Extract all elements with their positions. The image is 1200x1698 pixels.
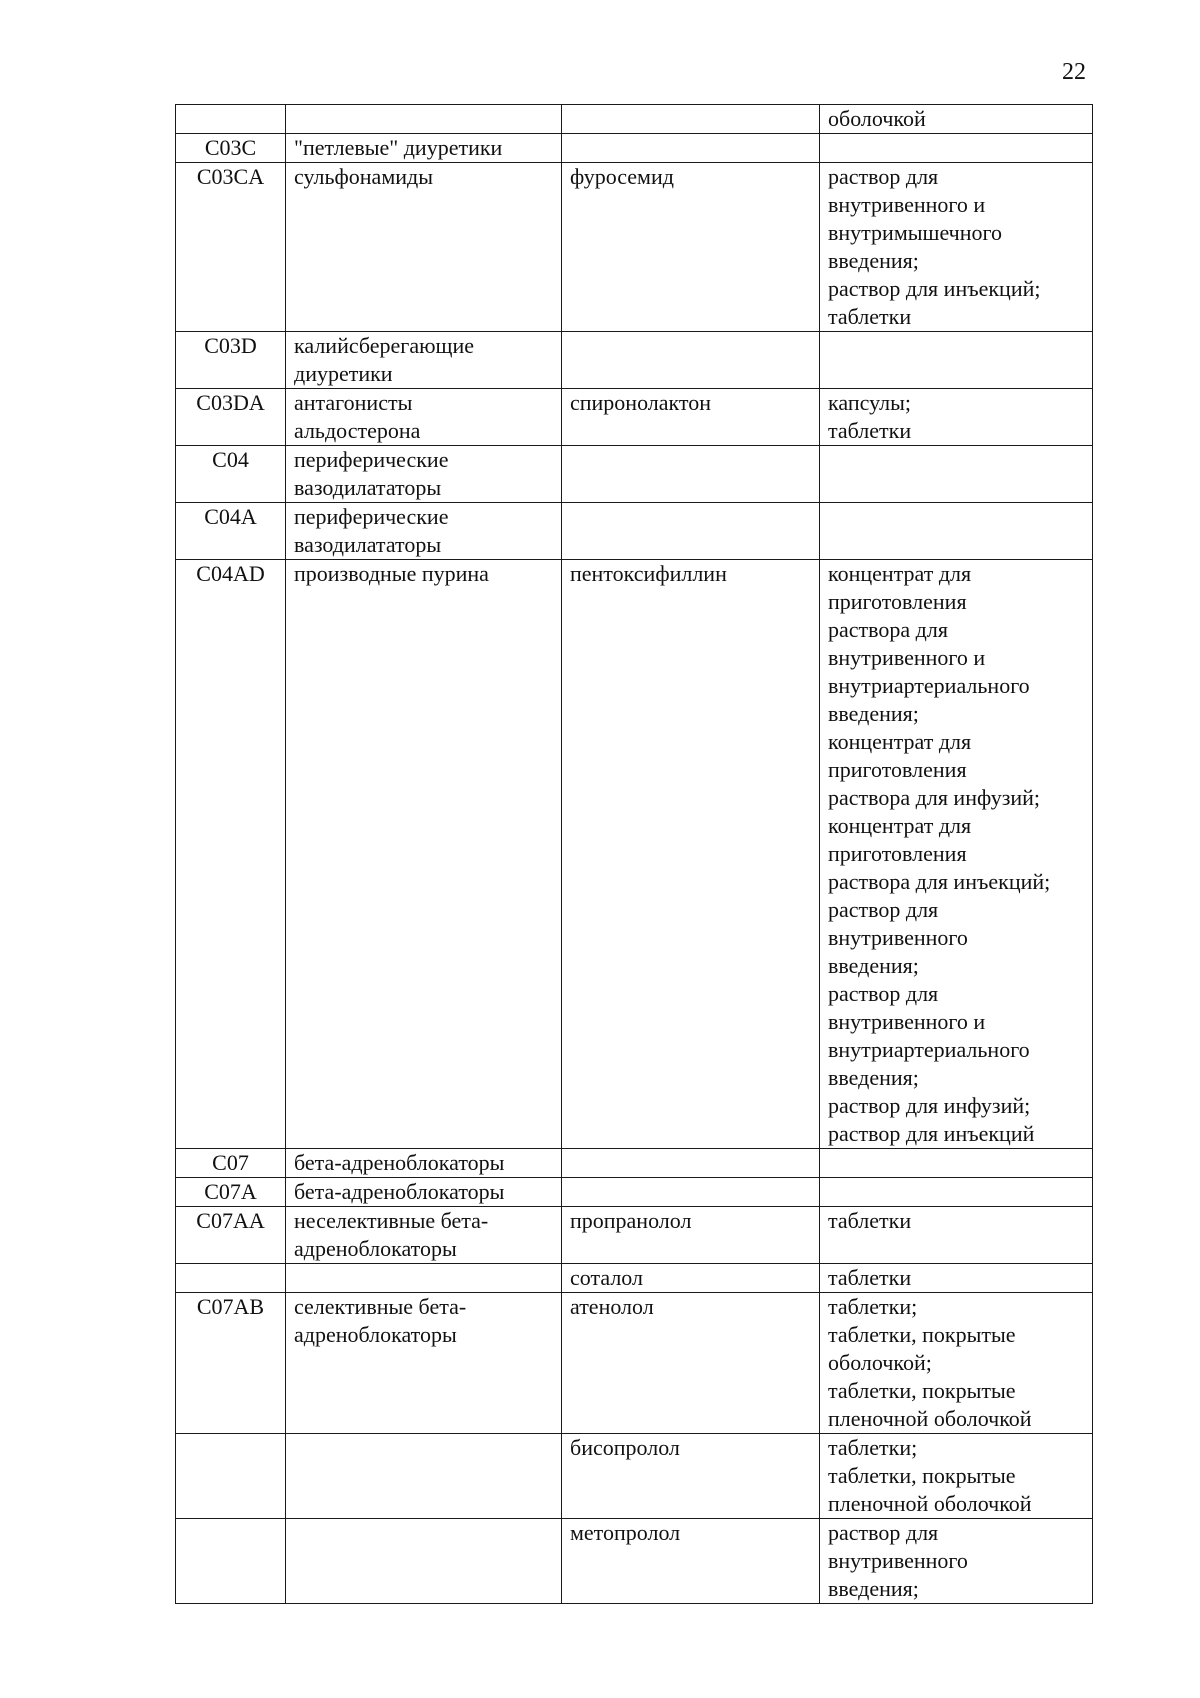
drug-table-body bbox=[176, 105, 1093, 1604]
anatomical-group-cell bbox=[286, 105, 562, 134]
anatomical-group-cell bbox=[286, 1178, 562, 1207]
cell-text-line: внутриартериального bbox=[828, 673, 1030, 698]
cell-text-line: раствор для инъекций; bbox=[828, 276, 1041, 301]
anatomical-group-cell bbox=[286, 134, 562, 163]
atc-code-cell bbox=[176, 163, 286, 332]
cell-text-line: введения; bbox=[828, 248, 919, 273]
atc-code-cell bbox=[176, 1264, 286, 1293]
cell-text-line: раствора для bbox=[828, 617, 948, 642]
anatomical-group-cell bbox=[286, 1207, 562, 1264]
dosage-form-cell bbox=[820, 1293, 1093, 1434]
cell-text-line: таблетки; bbox=[828, 1294, 918, 1319]
dosage-form-cell bbox=[820, 332, 1093, 389]
atc-code-cell bbox=[176, 332, 286, 389]
drug-name-cell bbox=[562, 134, 820, 163]
table-row bbox=[176, 446, 1093, 503]
cell-text-line: пленочной оболочкой bbox=[828, 1491, 1032, 1516]
cell-text-line: раствор для bbox=[828, 164, 939, 189]
atc-code-cell bbox=[176, 389, 286, 446]
atc-code-cell bbox=[176, 560, 286, 1149]
cell-text-line: таблетки, покрытые bbox=[828, 1378, 1016, 1403]
dosage-form-cell bbox=[820, 1434, 1093, 1519]
cell-text-line: таблетки, покрытые bbox=[828, 1463, 1016, 1488]
dosage-form-cell bbox=[820, 1149, 1093, 1178]
cell-text-line: бисопролол bbox=[570, 1435, 680, 1460]
table-row bbox=[176, 1264, 1093, 1293]
anatomical-group-cell bbox=[286, 1293, 562, 1434]
drug-name-cell bbox=[562, 1434, 820, 1519]
cell-text-line: оболочкой bbox=[828, 106, 926, 131]
cell-text-line: соталол bbox=[570, 1265, 643, 1290]
drug-name-cell bbox=[562, 503, 820, 560]
anatomical-group-cell bbox=[286, 1434, 562, 1519]
cell-text-line: раствор для инъекций bbox=[828, 1121, 1035, 1146]
cell-text-line: раствора для инъекций; bbox=[828, 869, 1051, 894]
cell-text-line: пленочной оболочкой bbox=[828, 1406, 1032, 1431]
drug-name-cell bbox=[562, 389, 820, 446]
drug-name-cell bbox=[562, 105, 820, 134]
cell-text-line: введения; bbox=[828, 701, 919, 726]
cell-text-line: C07A bbox=[204, 1179, 257, 1204]
atc-code-cell bbox=[176, 1178, 286, 1207]
dosage-form-cell bbox=[820, 1264, 1093, 1293]
table-row bbox=[176, 1178, 1093, 1207]
cell-text-line: концентрат для bbox=[828, 561, 972, 586]
cell-text-line: сульфонамиды bbox=[294, 164, 433, 189]
cell-text-line: раствор для bbox=[828, 1520, 939, 1545]
cell-text-line: фуросемид bbox=[570, 164, 674, 189]
drug-name-cell bbox=[562, 1149, 820, 1178]
drug-name-cell bbox=[562, 1207, 820, 1264]
cell-text-line: приготовления bbox=[828, 757, 967, 782]
atc-code-cell bbox=[176, 1207, 286, 1264]
table-row bbox=[176, 1519, 1093, 1604]
atc-code-cell bbox=[176, 1519, 286, 1604]
cell-text-line: C03D bbox=[204, 333, 257, 358]
anatomical-group-cell bbox=[286, 163, 562, 332]
cell-text-line: таблетки, покрытые bbox=[828, 1322, 1016, 1347]
cell-text-line: таблетки bbox=[828, 304, 912, 329]
anatomical-group-cell bbox=[286, 1149, 562, 1178]
cell-text-line: селективные бета- bbox=[294, 1294, 467, 1319]
cell-text-line: приготовления bbox=[828, 841, 967, 866]
cell-text-line: атенолол bbox=[570, 1294, 654, 1319]
atc-code-cell bbox=[176, 105, 286, 134]
drug-name-cell bbox=[562, 446, 820, 503]
cell-text-line: C07 bbox=[212, 1150, 249, 1175]
cell-text-line: введения; bbox=[828, 1065, 919, 1090]
table-row bbox=[176, 134, 1093, 163]
drug-name-cell bbox=[562, 560, 820, 1149]
table-row bbox=[176, 332, 1093, 389]
cell-text-line: "петлевые" диуретики bbox=[294, 135, 503, 160]
cell-text-line: оболочкой; bbox=[828, 1350, 932, 1375]
cell-text-line: антагонисты bbox=[294, 390, 413, 415]
table-row bbox=[176, 105, 1093, 134]
dosage-form-cell bbox=[820, 560, 1093, 1149]
cell-text-line: C07AA bbox=[196, 1208, 265, 1233]
table-row bbox=[176, 1293, 1093, 1434]
cell-text-line: C07AB bbox=[196, 1294, 265, 1319]
cell-text-line: внутривенного и bbox=[828, 1009, 986, 1034]
dosage-form-cell bbox=[820, 163, 1093, 332]
atc-code-cell bbox=[176, 1149, 286, 1178]
cell-text-line: альдостерона bbox=[294, 418, 421, 443]
cell-text-line: таблетки; bbox=[828, 1435, 918, 1460]
cell-text-line: пропранолол bbox=[570, 1208, 692, 1233]
table-row bbox=[176, 1149, 1093, 1178]
cell-text-line: внутриартериального bbox=[828, 1037, 1030, 1062]
table-row bbox=[176, 163, 1093, 332]
cell-text-line: таблетки bbox=[828, 1265, 912, 1290]
dosage-form-cell bbox=[820, 105, 1093, 134]
cell-text-line: производные пурина bbox=[294, 561, 489, 586]
drug-name-cell bbox=[562, 1293, 820, 1434]
table-row bbox=[176, 389, 1093, 446]
cell-text-line: C03DA bbox=[196, 390, 265, 415]
atc-code-cell bbox=[176, 446, 286, 503]
cell-text-line: неселективные бета- bbox=[294, 1208, 489, 1233]
cell-text-line: раствор для инфузий; bbox=[828, 1093, 1031, 1118]
cell-text-line: адреноблокаторы bbox=[294, 1322, 457, 1347]
cell-text-line: внутривенного и bbox=[828, 192, 986, 217]
cell-text-line: бета-адреноблокаторы bbox=[294, 1179, 505, 1204]
dosage-form-cell bbox=[820, 1178, 1093, 1207]
cell-text-line: адреноблокаторы bbox=[294, 1236, 457, 1261]
cell-text-line: раствора для инфузий; bbox=[828, 785, 1041, 810]
atc-code-cell bbox=[176, 1293, 286, 1434]
dosage-form-cell bbox=[820, 134, 1093, 163]
drug-name-cell bbox=[562, 332, 820, 389]
cell-text-line: концентрат для bbox=[828, 729, 972, 754]
cell-text-line: таблетки bbox=[828, 1208, 912, 1233]
drug-name-cell bbox=[562, 1178, 820, 1207]
atc-code-cell bbox=[176, 134, 286, 163]
dosage-form-cell bbox=[820, 1207, 1093, 1264]
cell-text-line: капсулы; bbox=[828, 390, 911, 415]
cell-text-line: C03CA bbox=[196, 164, 265, 189]
cell-text-line: таблетки bbox=[828, 418, 912, 443]
cell-text-line: внутривенного bbox=[828, 925, 968, 950]
dosage-form-cell bbox=[820, 503, 1093, 560]
cell-text-line: вазодилататоры bbox=[294, 532, 442, 557]
cell-text-line: C04A bbox=[204, 504, 257, 529]
cell-text-line: концентрат для bbox=[828, 813, 972, 838]
cell-text-line: внутримышечного bbox=[828, 220, 1002, 245]
cell-text-line: C04 bbox=[212, 447, 249, 472]
drug-name-cell bbox=[562, 1519, 820, 1604]
drug-name-cell bbox=[562, 1264, 820, 1293]
cell-text-line: раствор для bbox=[828, 981, 939, 1006]
cell-text-line: спиронолактон bbox=[570, 390, 712, 415]
cell-text-line: C04AD bbox=[196, 561, 265, 586]
table-row bbox=[176, 1434, 1093, 1519]
anatomical-group-cell bbox=[286, 1264, 562, 1293]
dosage-form-cell bbox=[820, 1519, 1093, 1604]
anatomical-group-cell bbox=[286, 332, 562, 389]
anatomical-group-cell bbox=[286, 503, 562, 560]
cell-text-line: приготовления bbox=[828, 589, 967, 614]
drug-table bbox=[175, 104, 1093, 1604]
drug-name-cell bbox=[562, 163, 820, 332]
table-row bbox=[176, 503, 1093, 560]
anatomical-group-cell bbox=[286, 1519, 562, 1604]
atc-code-cell bbox=[176, 503, 286, 560]
cell-text-line: внутривенного и bbox=[828, 645, 986, 670]
cell-text-line: вазодилататоры bbox=[294, 475, 442, 500]
cell-text-line: внутривенного bbox=[828, 1548, 968, 1573]
cell-text-line: раствор для bbox=[828, 897, 939, 922]
anatomical-group-cell bbox=[286, 446, 562, 503]
cell-text-line: метопролол bbox=[570, 1520, 681, 1545]
atc-code-cell bbox=[176, 1434, 286, 1519]
cell-text-line: введения; bbox=[828, 953, 919, 978]
cell-text-line: диуретики bbox=[294, 361, 393, 386]
cell-text-line: C03C bbox=[204, 135, 257, 160]
anatomical-group-cell bbox=[286, 560, 562, 1149]
cell-text-line: пентоксифиллин bbox=[570, 561, 727, 586]
cell-text-line: бета-адреноблокаторы bbox=[294, 1150, 505, 1175]
cell-text-line: калийсберегающие bbox=[294, 333, 475, 358]
dosage-form-cell bbox=[820, 389, 1093, 446]
dosage-form-cell bbox=[820, 446, 1093, 503]
cell-text-line: периферические bbox=[294, 504, 449, 529]
table-row bbox=[176, 1207, 1093, 1264]
table-row bbox=[176, 560, 1093, 1149]
anatomical-group-cell bbox=[286, 389, 562, 446]
cell-text-line: периферические bbox=[294, 447, 449, 472]
page-number: 22 bbox=[1062, 59, 1086, 85]
cell-text-line: введения; bbox=[828, 1576, 919, 1601]
